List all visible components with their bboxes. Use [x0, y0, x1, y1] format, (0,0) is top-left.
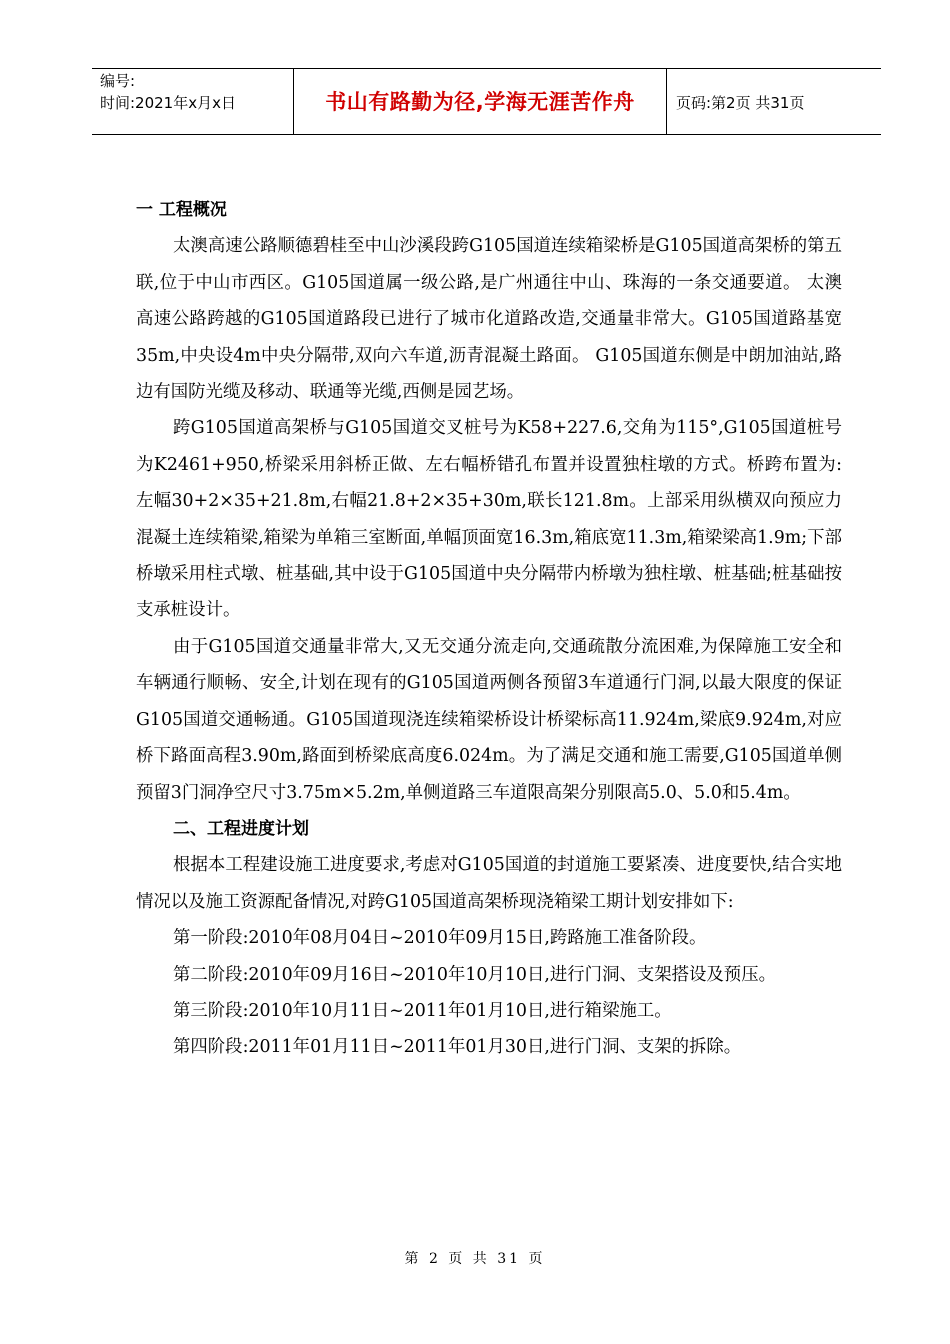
- section-heading-overview: 一 工程概况: [136, 200, 227, 220]
- header-page-number: 页码:第2页 共31页: [676, 94, 805, 112]
- schedule-stage-4: 第四阶段:2011年01月11日~2011年01月30日,进行门洞、支架的拆除。: [173, 1037, 742, 1058]
- footer-page-number: 第 2 页 共 31 页: [404, 1251, 546, 1267]
- section-heading-schedule: 二、工程进度计划: [173, 818, 309, 839]
- paragraph-bridge-layout: 跨G105国道高架桥与G105国道交叉桩号为K58+227.6,交角为115°,G105国道桩号为K2461+950,桥梁采用斜桥正做、左右幅桥错孔布置并设置独柱墩的方式。桥跨布置为:左幅30+2×35+21.8m,右幅21.8+2×35+30m,联长121.8m。上部采用纵横双向预应力混凝土连续箱梁,箱梁为单箱三室断面,单幅顶面宽16.3m,箱底宽11.3m,箱梁梁高1.9m;下部桥墩采用柱式墩、桩基础,其中设于G105国道中央分隔带内桥墩为独柱墩、桩基础;桩基础按支承桩设计。: [136, 418, 842, 621]
- header-bottom-border: [92, 134, 881, 135]
- header-info: [100, 70, 290, 114]
- header-time: 时间:2021年x月x日: [100, 94, 236, 112]
- header-motto: 书山有路勤为径,学海无涯苦作舟: [325, 90, 635, 114]
- document-body: [136, 192, 842, 1066]
- paragraph-traffic: 由于G105国道交通量非常大,又无交通分流走向,交通疏散分流困难,为保障施工安全和车辆通行顺畅、安全,计划在现有的G105国道两侧各预留3车道通行门洞,以最大限度的保证G105国道交通畅通。G105国道现浇连续箱梁桥设计桥梁标高11.924m,梁底9.924m,对应桥下路面高程3.90m,路面到桥梁底高度6.024m。为了满足交通和施工需要,G105国道单侧预留3门洞净空尺寸3.75m×5.2m,单侧道路三车道限高架分别限高5.0、5.0和5.4m。: [136, 636, 842, 803]
- schedule-stage-1: 第一阶段:2010年08月04日~2010年09月15日,跨路施工准备阶段。: [173, 928, 707, 949]
- schedule-stage-3: 第三阶段:2010年10月11日~2011年01月10日,进行箱梁施工。: [173, 1000, 672, 1021]
- paragraph-overview: 太澳高速公路顺德碧桂至中山沙溪段跨G105国道连续箱梁桥是G105国道高架桥的第五联,位于中山市西区。G105国道属一级公路,是广州通往中山、珠海的一条交通要道。 太澳高速公路跨越的G105国道路段已进行了城市化道路改造,交通量非常大。G105国道路基宽35m,中央设4m中央分隔带,双向六车道,沥青混凝土路面。 G105国道东侧是中朗加油站,路边有国防光缆及移动、联通等光缆,西侧是园艺场。: [136, 236, 842, 403]
- header-code: 编号:: [100, 72, 136, 90]
- schedule-stage-2: 第二阶段:2010年09月16日~2010年10月10日,进行门洞、支架搭设及预压。: [173, 964, 776, 985]
- header-divider-right: [666, 68, 667, 135]
- paragraph-schedule-intro: 根据本工程建设施工进度要求,考虑对G105国道的封道施工要紧凑、进度要快,结合实地情况以及施工资源配备情况,对跨G105国道高架桥现浇箱梁工期计划安排如下:: [136, 855, 842, 912]
